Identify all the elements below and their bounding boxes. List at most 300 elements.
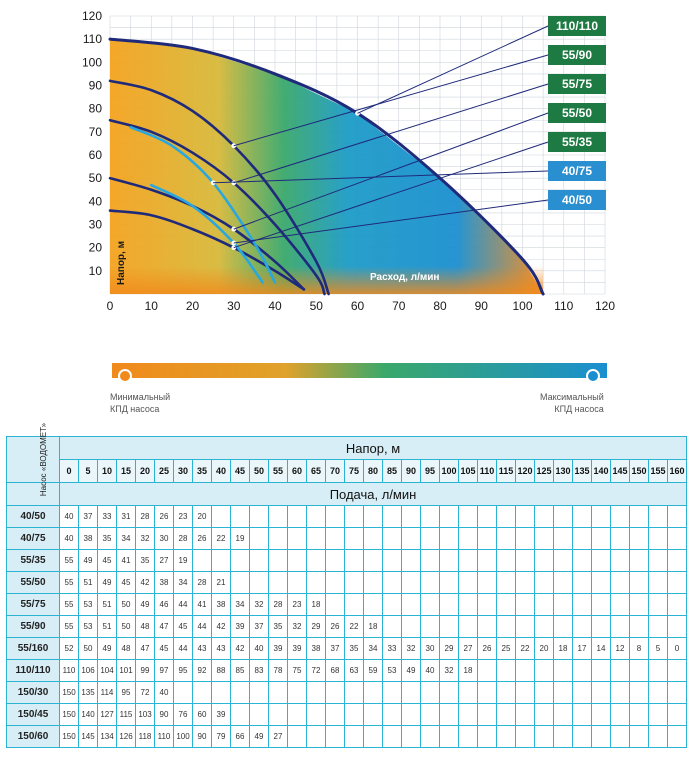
flow-value-cell [630, 550, 649, 572]
y-tick-label: 20 [88, 240, 102, 255]
x-tick-label: 100 [512, 299, 533, 313]
flow-value-cell [421, 528, 440, 550]
flow-value-cell: 72 [136, 682, 155, 704]
series-label-55-90 [548, 45, 606, 65]
flow-value-cell: 22 [212, 528, 231, 550]
flow-value-cell: 33 [383, 638, 402, 660]
flow-value-cell [307, 726, 326, 748]
flow-value-cell [193, 550, 212, 572]
flow-value-cell [421, 550, 440, 572]
flow-value-cell [649, 550, 668, 572]
flow-value-cell [212, 506, 231, 528]
flow-value-cell: 23 [174, 506, 193, 528]
flow-value-cell: 45 [117, 572, 136, 594]
flow-value-cell: 18 [459, 660, 478, 682]
flow-value-cell [459, 550, 478, 572]
flow-value-cell [611, 660, 630, 682]
flow-value-cell: 33 [98, 506, 117, 528]
flow-value-cell [649, 528, 668, 550]
flow-value-cell: 26 [193, 528, 212, 550]
flow-value-cell [364, 704, 383, 726]
flow-value-cell [421, 682, 440, 704]
legend-max-marker [587, 370, 599, 382]
flow-value-cell: 42 [212, 616, 231, 638]
head-value-cell: 20 [136, 460, 155, 483]
flow-value-cell [250, 550, 269, 572]
flow-value-cell [364, 572, 383, 594]
flow-value-cell: 22 [345, 616, 364, 638]
flow-value-cell [649, 594, 668, 616]
flow-value-cell [383, 550, 402, 572]
flow-value-cell [440, 616, 459, 638]
y-axis-label: Напор, м [116, 241, 127, 285]
flow-value-cell [554, 704, 573, 726]
x-tick-label: 30 [227, 299, 241, 313]
flow-value-cell [516, 594, 535, 616]
flow-value-cell [307, 550, 326, 572]
flow-value-cell: 40 [250, 638, 269, 660]
flow-value-cell [383, 616, 402, 638]
flow-value-cell [326, 528, 345, 550]
flow-value-cell [478, 572, 497, 594]
flow-value-cell [573, 682, 592, 704]
flow-value-cell [440, 550, 459, 572]
flow-value-cell: 30 [155, 528, 174, 550]
flow-value-cell: 49 [250, 726, 269, 748]
flow-value-cell: 29 [440, 638, 459, 660]
efficiency-legend-bar [112, 363, 607, 378]
flow-value-cell [516, 704, 535, 726]
flow-value-cell [649, 682, 668, 704]
flow-value-cell [269, 528, 288, 550]
flow-value-cell: 101 [117, 660, 136, 682]
table-row [7, 572, 687, 594]
flow-value-cell: 55 [60, 616, 79, 638]
flow-value-cell [421, 594, 440, 616]
flow-value-cell [212, 682, 231, 704]
flow-value-cell: 97 [155, 660, 174, 682]
flow-value-cell [269, 572, 288, 594]
flow-value-cell [592, 704, 611, 726]
flow-value-cell: 30 [421, 638, 440, 660]
flow-value-cell [611, 506, 630, 528]
flow-value-cell [459, 726, 478, 748]
flow-value-cell [497, 528, 516, 550]
flow-value-cell: 44 [174, 638, 193, 660]
legend-max-label [540, 391, 604, 415]
flow-value-cell [573, 528, 592, 550]
flow-value-cell [573, 550, 592, 572]
flow-value-cell [288, 528, 307, 550]
flow-value-cell: 38 [212, 594, 231, 616]
flow-value-cell [516, 572, 535, 594]
flow-value-cell [630, 660, 649, 682]
head-value-cell: 0 [60, 460, 79, 483]
flow-value-cell [288, 572, 307, 594]
flow-value-cell [269, 682, 288, 704]
flow-value-cell: 37 [250, 616, 269, 638]
x-tick-label: 110 [554, 299, 574, 313]
flow-title: Подача, л/мин [60, 483, 687, 506]
legend-max-line2: КПД насоса [554, 404, 604, 414]
head-value-cell: 90 [402, 460, 421, 483]
flow-value-cell [592, 528, 611, 550]
flow-value-cell [231, 704, 250, 726]
flow-value-cell: 32 [288, 616, 307, 638]
flow-value-cell [364, 528, 383, 550]
head-values-row [7, 460, 687, 483]
flow-value-cell [611, 726, 630, 748]
flow-value-cell [611, 682, 630, 704]
flow-value-cell [535, 572, 554, 594]
flow-value-cell: 48 [117, 638, 136, 660]
flow-value-cell: 79 [212, 726, 231, 748]
flow-value-cell: 20 [193, 506, 212, 528]
flow-value-cell: 66 [231, 726, 250, 748]
flow-value-cell [611, 528, 630, 550]
y-tick-label: 40 [88, 194, 102, 209]
flow-value-cell [478, 550, 497, 572]
x-tick-label: 10 [144, 299, 158, 313]
head-value-cell: 15 [117, 460, 136, 483]
legend-min-line2: КПД насоса [110, 404, 160, 414]
flow-value-cell [649, 726, 668, 748]
flow-value-cell: 18 [307, 594, 326, 616]
flow-value-cell [345, 572, 364, 594]
series-label-40-50 [548, 190, 606, 210]
flow-value-cell [402, 572, 421, 594]
flow-value-cell: 126 [117, 726, 136, 748]
flow-value-cell [649, 704, 668, 726]
table-row [7, 528, 687, 550]
flow-value-cell [231, 572, 250, 594]
flow-value-cell [573, 616, 592, 638]
flow-value-cell: 99 [136, 660, 155, 682]
flow-value-cell [611, 704, 630, 726]
flow-value-cell: 35 [98, 528, 117, 550]
flow-value-cell [668, 550, 687, 572]
flow-value-cell [668, 528, 687, 550]
flow-value-cell: 45 [98, 550, 117, 572]
flow-value-cell: 40 [60, 506, 79, 528]
table-row [7, 660, 687, 682]
flow-value-cell [459, 506, 478, 528]
flow-value-cell [345, 528, 364, 550]
flow-value-cell [573, 572, 592, 594]
x-tick-label: 120 [594, 299, 616, 313]
flow-value-cell [383, 726, 402, 748]
flow-value-cell: 0 [668, 638, 687, 660]
flow-value-cell [307, 572, 326, 594]
flow-value-cell: 51 [98, 616, 117, 638]
flow-value-cell: 134 [98, 726, 117, 748]
flow-value-cell [649, 506, 668, 528]
flow-value-cell: 60 [193, 704, 212, 726]
flow-value-cell: 53 [79, 594, 98, 616]
table-row [7, 594, 687, 616]
flow-value-cell [497, 572, 516, 594]
flow-value-cell: 28 [174, 528, 193, 550]
flow-value-cell [630, 572, 649, 594]
flow-value-cell: 39 [269, 638, 288, 660]
flow-value-cell [383, 594, 402, 616]
flow-value-cell: 39 [288, 638, 307, 660]
flow-value-cell [630, 506, 649, 528]
flow-value-cell [345, 704, 364, 726]
flow-value-cell [497, 726, 516, 748]
flow-value-cell: 26 [155, 506, 174, 528]
flow-value-cell [478, 594, 497, 616]
flow-value-cell [250, 682, 269, 704]
y-tick-label: 100 [81, 55, 102, 70]
table-row [7, 616, 687, 638]
flow-value-cell [440, 682, 459, 704]
flow-value-cell: 85 [231, 660, 250, 682]
flow-value-cell [611, 616, 630, 638]
flow-value-cell: 72 [307, 660, 326, 682]
flow-value-cell [668, 660, 687, 682]
flow-value-cell [592, 682, 611, 704]
flow-value-cell: 75 [288, 660, 307, 682]
flow-value-cell: 40 [60, 528, 79, 550]
flow-value-cell [554, 726, 573, 748]
x-tick-label: 20 [185, 299, 200, 313]
flow-value-cell [440, 726, 459, 748]
flow-value-cell [497, 550, 516, 572]
head-value-cell: 100 [440, 460, 459, 483]
flow-value-cell: 55 [60, 594, 79, 616]
series-label-text: 40/75 [561, 164, 593, 178]
flow-value-cell [402, 550, 421, 572]
flow-value-cell [592, 572, 611, 594]
series-labels [548, 16, 606, 210]
flow-value-cell [668, 726, 687, 748]
flow-value-cell [611, 550, 630, 572]
flow-value-cell [516, 616, 535, 638]
flow-value-cell [345, 506, 364, 528]
table-row [7, 726, 687, 748]
flow-value-cell: 53 [383, 660, 402, 682]
flow-value-cell: 34 [364, 638, 383, 660]
flow-value-cell [611, 572, 630, 594]
flow-value-cell [326, 594, 345, 616]
flow-value-cell [668, 682, 687, 704]
flow-value-cell: 27 [269, 726, 288, 748]
flow-value-cell: 52 [60, 638, 79, 660]
head-value-cell: 45 [231, 460, 250, 483]
series-label-55-50 [548, 103, 606, 123]
flow-value-cell [421, 704, 440, 726]
head-value-cell: 150 [630, 460, 649, 483]
flow-value-cell: 145 [79, 726, 98, 748]
flow-value-cell [554, 572, 573, 594]
flow-value-cell [402, 594, 421, 616]
flow-value-cell [421, 506, 440, 528]
flow-value-cell [383, 704, 402, 726]
flow-value-cell: 49 [402, 660, 421, 682]
flow-value-cell [497, 682, 516, 704]
flow-value-cell [326, 704, 345, 726]
flow-value-cell: 39 [212, 704, 231, 726]
series-label-40-75 [548, 161, 606, 181]
flow-value-cell [326, 572, 345, 594]
table-row [7, 638, 687, 660]
series-label-55-35 [548, 132, 606, 152]
series-label-text: 40/50 [561, 193, 593, 207]
flow-value-cell [421, 572, 440, 594]
flow-value-cell: 39 [231, 616, 250, 638]
flow-value-cell [573, 704, 592, 726]
flow-value-cell [402, 682, 421, 704]
head-value-cell: 55 [269, 460, 288, 483]
flow-value-cell [668, 506, 687, 528]
flow-value-cell [383, 506, 402, 528]
flow-value-cell [307, 528, 326, 550]
y-tick-label: 120 [81, 9, 102, 23]
flow-value-cell [345, 682, 364, 704]
flow-value-cell: 100 [174, 726, 193, 748]
flow-value-cell: 22 [516, 638, 535, 660]
flow-value-cell [478, 682, 497, 704]
flow-value-cell: 19 [174, 550, 193, 572]
flow-value-cell: 32 [250, 594, 269, 616]
flow-value-cell [402, 528, 421, 550]
flow-value-cell [212, 550, 231, 572]
flow-value-cell [459, 616, 478, 638]
x-tick-label: 0 [106, 299, 114, 313]
flow-value-cell: 115 [117, 704, 136, 726]
flow-value-cell [364, 682, 383, 704]
flow-value-cell [288, 682, 307, 704]
flow-value-cell [478, 528, 497, 550]
flow-value-cell: 90 [155, 704, 174, 726]
series-label-text: 55/35 [561, 135, 593, 149]
flow-value-cell [288, 550, 307, 572]
flow-value-cell [383, 682, 402, 704]
flow-value-cell: 88 [212, 660, 231, 682]
flow-value-cell: 25 [497, 638, 516, 660]
flow-value-cell [288, 704, 307, 726]
flow-value-cell: 68 [326, 660, 345, 682]
flow-value-cell: 92 [193, 660, 212, 682]
flow-value-cell [516, 682, 535, 704]
flow-value-cell [478, 660, 497, 682]
flow-value-cell [440, 572, 459, 594]
head-value-cell: 145 [611, 460, 630, 483]
flow-value-cell [326, 726, 345, 748]
flow-value-cell: 40 [155, 682, 174, 704]
flow-value-cell: 12 [611, 638, 630, 660]
flow-value-cell [668, 704, 687, 726]
pump-data-table [6, 422, 687, 748]
table-row [7, 550, 687, 572]
head-value-cell: 95 [421, 460, 440, 483]
flow-value-cell [592, 616, 611, 638]
head-value-cell: 140 [592, 460, 611, 483]
flow-value-cell [364, 726, 383, 748]
flow-value-cell: 28 [269, 594, 288, 616]
flow-value-cell [649, 660, 668, 682]
flow-value-cell [497, 506, 516, 528]
flow-value-cell [402, 704, 421, 726]
table-row [7, 704, 687, 726]
flow-value-cell: 32 [136, 528, 155, 550]
flow-value-cell [459, 528, 478, 550]
flow-value-cell: 23 [288, 594, 307, 616]
head-value-cell: 65 [307, 460, 326, 483]
flow-value-cell: 34 [117, 528, 136, 550]
flow-value-cell: 14 [592, 638, 611, 660]
flow-value-cell: 32 [440, 660, 459, 682]
corner-spacer [7, 483, 60, 506]
flow-value-cell: 110 [60, 660, 79, 682]
flow-value-cell: 104 [98, 660, 117, 682]
flow-value-cell: 83 [250, 660, 269, 682]
flow-value-cell [459, 682, 478, 704]
flow-value-cell [364, 506, 383, 528]
head-value-cell: 5 [79, 460, 98, 483]
head-value-cell: 75 [345, 460, 364, 483]
flow-value-cell [554, 528, 573, 550]
flow-value-cell [421, 726, 440, 748]
flow-value-cell: 90 [193, 726, 212, 748]
series-label-text: 55/50 [561, 106, 593, 120]
head-value-cell: 35 [193, 460, 212, 483]
flow-value-cell [383, 572, 402, 594]
flow-value-cell [250, 528, 269, 550]
flow-value-cell: 51 [98, 594, 117, 616]
flow-value-cell: 5 [649, 638, 668, 660]
flow-value-cell: 44 [174, 594, 193, 616]
flow-value-cell [345, 550, 364, 572]
flow-value-cell: 127 [98, 704, 117, 726]
head-value-cell: 70 [326, 460, 345, 483]
flow-value-cell [535, 660, 554, 682]
flow-value-cell [269, 704, 288, 726]
x-tick-label: 80 [433, 299, 447, 313]
flow-value-cell: 78 [269, 660, 288, 682]
flow-value-cell [573, 660, 592, 682]
flow-value-cell: 150 [60, 682, 79, 704]
pump-model-cell: 55/50 [7, 572, 60, 594]
flow-value-cell: 26 [326, 616, 345, 638]
y-tick-label: 90 [88, 78, 102, 93]
flow-value-cell: 103 [136, 704, 155, 726]
flow-value-cell [402, 506, 421, 528]
flow-value-cell [326, 506, 345, 528]
flow-value-cell [193, 682, 212, 704]
flow-value-cell [231, 682, 250, 704]
head-value-cell: 25 [155, 460, 174, 483]
x-tick-label: 70 [392, 299, 406, 313]
flow-value-cell: 42 [136, 572, 155, 594]
pump-model-cell: 150/45 [7, 704, 60, 726]
flow-value-cell: 55 [60, 550, 79, 572]
flow-value-cell [516, 660, 535, 682]
flow-value-cell: 41 [117, 550, 136, 572]
flow-value-cell: 150 [60, 726, 79, 748]
flow-value-cell [459, 704, 478, 726]
flow-value-cell [592, 660, 611, 682]
flow-value-cell [535, 726, 554, 748]
legend-min-marker [119, 370, 131, 382]
flow-value-cell: 106 [79, 660, 98, 682]
flow-value-cell [307, 682, 326, 704]
flow-value-cell [535, 528, 554, 550]
flow-value-cell [440, 704, 459, 726]
flow-value-cell [535, 506, 554, 528]
flow-value-cell: 47 [155, 616, 174, 638]
